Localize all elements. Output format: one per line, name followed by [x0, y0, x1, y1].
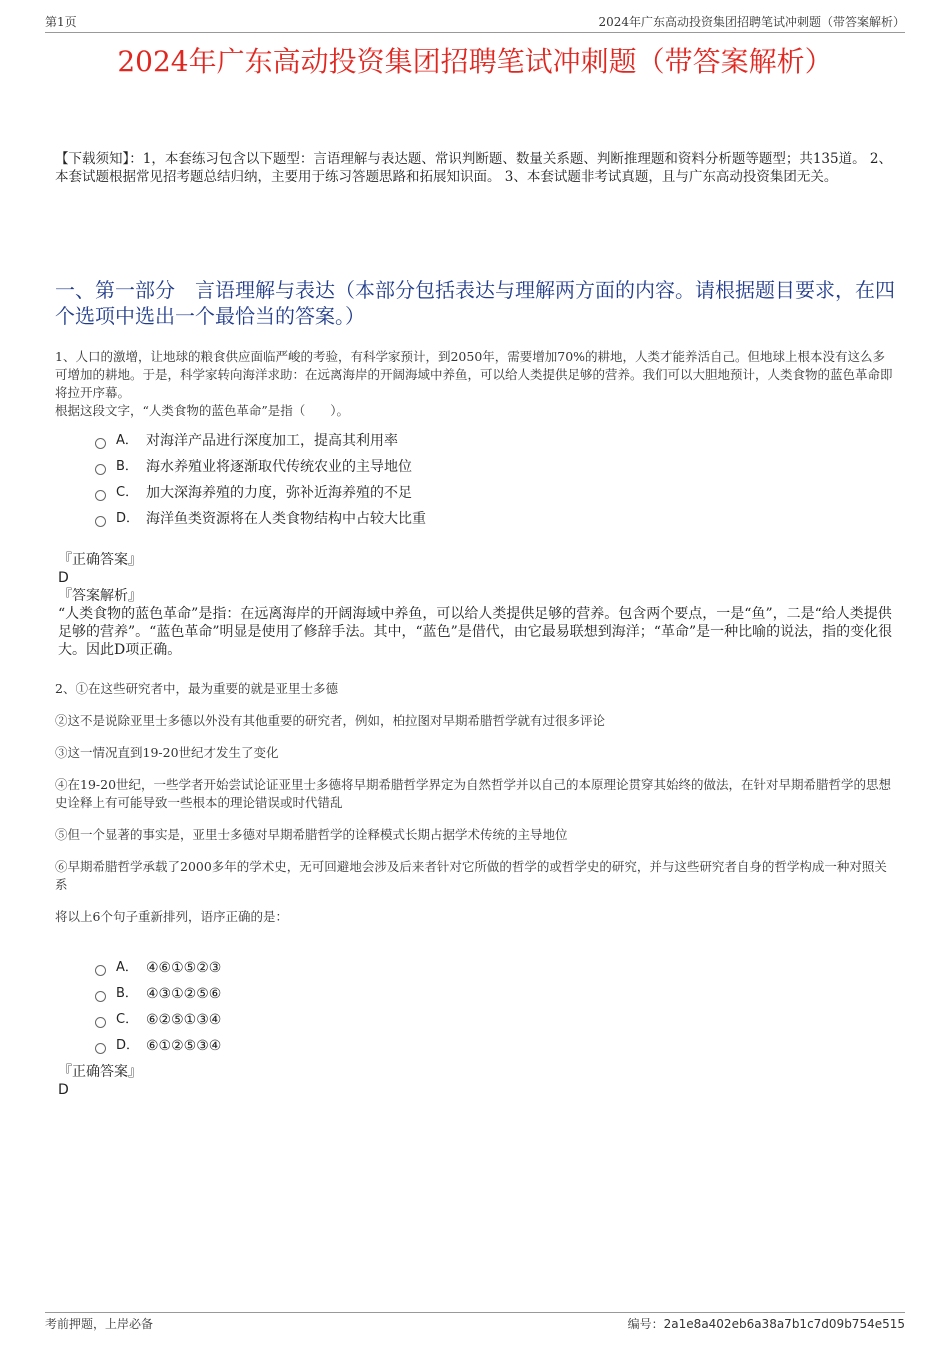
question-2-option-b[interactable]	[95, 981, 795, 1007]
answer-value: D	[58, 1082, 69, 1098]
option-text: ④③①②⑤⑥	[146, 986, 222, 1002]
question-2-option-a[interactable]	[95, 955, 795, 981]
question-1-option-a[interactable]	[95, 428, 795, 454]
answer-label: 『正确答案』	[58, 552, 142, 568]
radio-icon[interactable]	[95, 991, 106, 1002]
question-1-stem: 1、人口的激增，让地球的粮食供应面临严峻的考验，有科学家预计，到2050年，需要增加70%的耕地，人类才能养活自己。但地球上根本没有这么多可增加的耕地。于是，科学家转向海洋求助：在远离海岸的开阔海域中养鱼，可以给人类提供足够的营养。我们可以大胆地预计，人类食物的蓝色革命即将拉开序幕。	[55, 349, 893, 400]
radio-icon[interactable]	[95, 1043, 106, 1054]
answer-value: D	[58, 570, 69, 586]
option-text: ⑥②⑤①③④	[146, 1012, 222, 1028]
question-1-option-d[interactable]	[95, 506, 795, 532]
option-letter: D．	[116, 511, 140, 526]
question-1-answer	[58, 551, 893, 659]
page-footer	[45, 1312, 905, 1336]
question-2-para: ②这不是说除亚里士多德以外没有其他重要的研究者，例如，柏拉图对早期希腊哲学就有过很多评论	[55, 713, 606, 728]
radio-icon[interactable]	[95, 1017, 106, 1028]
answer-label: 『正确答案』	[58, 1064, 142, 1080]
footer-code-value: 2a1e8a402eb6a38a7b1c7d09b754e515	[663, 1317, 905, 1331]
option-letter: C．	[116, 1012, 139, 1027]
option-letter: C．	[116, 485, 139, 500]
option-text: ⑥①②⑤③④	[146, 1038, 222, 1054]
footer-code-label: 编号：	[627, 1317, 664, 1331]
option-letter: D．	[116, 1038, 140, 1053]
header-doc-title: 2024年广东高动投资集团招聘笔试冲刺题（带答案解析）	[598, 15, 905, 29]
option-text: 对海洋产品进行深度加工，提高其利用率	[146, 433, 398, 449]
page-number: 第1页	[45, 15, 77, 29]
download-notice: 【下载须知】：1，本套练习包含以下题型：言语理解与表达题、常识判断题、数量关系题、判断推理题和资料分析题等题型；共135道。 2、本套试题根据常见招考题总结归纳，主要用于练习答题思路和拓展知识面。 3、本套试题非考试真题，且与广东高动投资集团无关。	[55, 151, 892, 185]
radio-icon[interactable]	[95, 490, 106, 501]
section-title: 一、第一部分 言语理解与表达（本部分包括表达与理解两方面的内容。请根据题目要求，在四个选项中选出一个最恰当的答案。）	[55, 278, 895, 328]
question-2-option-c[interactable]	[95, 1007, 795, 1033]
option-letter: B．	[116, 459, 138, 474]
question-2-para: ⑤但一个显著的事实是，亚里士多德对早期希腊哲学的诠释模式长期占据学术传统的主导地位	[55, 827, 568, 842]
question-1-option-b[interactable]	[95, 454, 795, 480]
option-text: 海水养殖业将逐渐取代传统农业的主导地位	[146, 459, 412, 475]
radio-icon[interactable]	[95, 516, 106, 527]
option-text: ④⑥①⑤②③	[146, 960, 222, 976]
explanation-text: “人类食物的蓝色革命”是指：在远离海岸的开阔海域中养鱼，可以给人类提供足够的营养。包含两个要点，一是“鱼”，二是“给人类提供足够的营养”。“蓝色革命”明显是使用了修辞手法。其中，“蓝色”是借代，由它最易联想到海洋；“革命”是一种比喻的说法，指的变化很大。因此D项正确。	[58, 606, 893, 658]
footer-code	[628, 1316, 905, 1332]
footer-slogan: 考前押题，上岸必备	[45, 1317, 154, 1331]
option-text: 加大深海养殖的力度，弥补近海养殖的不足	[146, 485, 412, 501]
radio-icon[interactable]	[95, 464, 106, 475]
question-2-para: 2、①在这些研究者中，最为重要的就是亚里士多德	[55, 681, 338, 696]
page-header	[45, 14, 905, 33]
option-letter: A．	[116, 960, 138, 975]
question-2	[55, 680, 895, 940]
radio-icon[interactable]	[95, 438, 106, 449]
option-text: 海洋鱼类资源将在人类食物结构中占较大比重	[146, 511, 426, 527]
option-letter: A．	[116, 433, 138, 448]
question-2-para: ④在19-20世纪，一些学者开始尝试论证亚里士多德将早期希腊哲学界定为自然哲学并以自己的本原理论贯穿其始终的做法，在针对早期希腊哲学的思想史诠释上有可能导致一些根本的理论错误或时代错乱	[55, 777, 892, 810]
question-1-option-c[interactable]	[95, 480, 795, 506]
question-2-option-d[interactable]	[95, 1033, 795, 1059]
question-2-answer	[58, 1063, 893, 1099]
question-1-prompt: 根据这段文字，“人类食物的蓝色革命”是指（ ）。	[55, 403, 350, 418]
explanation-label: 『答案解析』	[58, 588, 142, 604]
question-2-options	[95, 955, 795, 1059]
document-title: 2024年广东高动投资集团招聘笔试冲刺题（带答案解析）	[117, 45, 833, 78]
question-1-options	[95, 428, 795, 532]
question-2-para: ⑥早期希腊哲学承载了2000多年的学术史，无可回避地会涉及后来者针对它所做的哲学的或哲学史的研究，并与这些研究者自身的哲学构成一种对照关系	[55, 859, 887, 892]
radio-icon[interactable]	[95, 965, 106, 976]
question-2-para: ③这一情况直到19-20世纪才发生了变化	[55, 745, 279, 760]
question-2-prompt: 将以上6个句子重新排列，语序正确的是：	[55, 909, 288, 924]
option-letter: B．	[116, 986, 138, 1001]
question-1	[55, 348, 895, 420]
